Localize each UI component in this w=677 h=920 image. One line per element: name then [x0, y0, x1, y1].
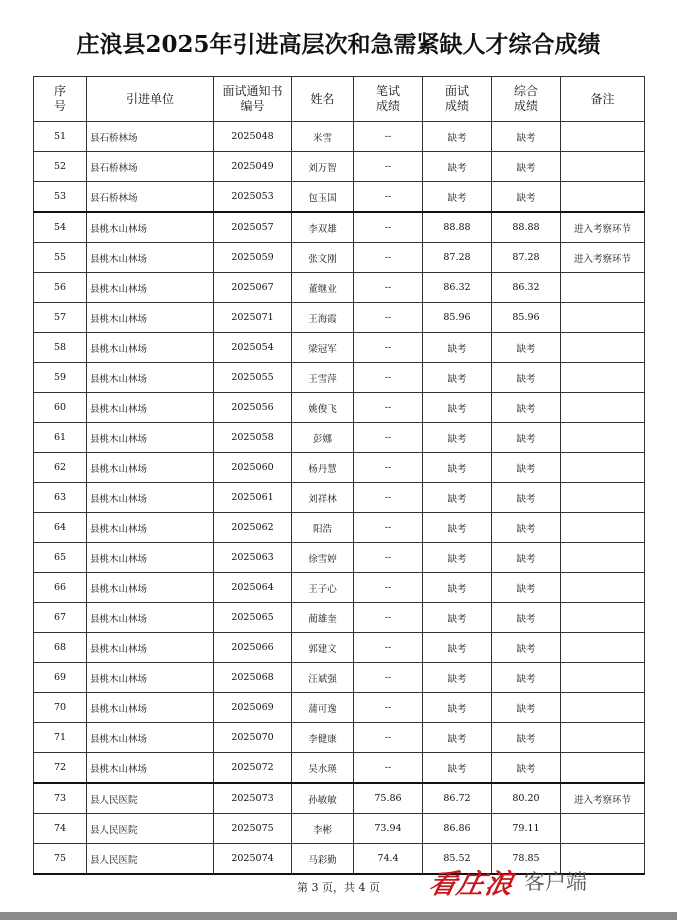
cell-remarks — [561, 393, 645, 423]
cell-notice-number: 2025068 — [214, 663, 292, 693]
cell-notice-number: 2025070 — [214, 723, 292, 753]
cell-hiring-unit: 县人民医院 — [87, 783, 214, 814]
table-row — [34, 243, 645, 273]
cell-written-score: -- — [354, 723, 423, 753]
page-number-footer: 第 3 页，共 4 页 — [297, 881, 380, 894]
cell-interview-score: 缺考 — [423, 663, 492, 693]
cell-hiring-unit: 县桃木山林场 — [87, 693, 214, 723]
cell-total-score: 缺考 — [492, 633, 561, 663]
cell-serial-number: 61 — [34, 423, 87, 453]
cell-notice-number: 2025065 — [214, 603, 292, 633]
cell-hiring-unit: 县桃木山林场 — [87, 483, 214, 513]
cell-written-score: 74.4 — [354, 844, 423, 875]
cell-written-score: -- — [354, 453, 423, 483]
cell-total-score: 缺考 — [492, 152, 561, 182]
cell-interview-score: 85.52 — [423, 844, 492, 875]
cell-total-score: 86.32 — [492, 273, 561, 303]
cell-notice-number: 2025048 — [214, 122, 292, 152]
cell-hiring-unit: 县桃木山林场 — [87, 273, 214, 303]
cell-total-score: 缺考 — [492, 333, 561, 363]
cell-interview-score: 85.96 — [423, 303, 492, 333]
cell-hiring-unit: 县桃木山林场 — [87, 363, 214, 393]
cell-notice-number: 2025064 — [214, 573, 292, 603]
header-name: 姓名 — [292, 77, 354, 122]
cell-remarks — [561, 633, 645, 663]
cell-interview-score: 88.88 — [423, 212, 492, 243]
header-hiring-unit: 引进单位 — [87, 77, 214, 122]
header-written-score: 笔试 成绩 — [354, 77, 423, 122]
cell-written-score: -- — [354, 483, 423, 513]
cell-name: 王海霞 — [292, 303, 354, 333]
cell-serial-number: 64 — [34, 513, 87, 543]
cell-notice-number: 2025057 — [214, 212, 292, 243]
app-watermark — [426, 864, 587, 900]
cell-interview-score: 缺考 — [423, 633, 492, 663]
cell-name: 蒲可逸 — [292, 693, 354, 723]
table-row — [34, 393, 645, 423]
cell-total-score: 缺考 — [492, 543, 561, 573]
cell-hiring-unit: 县人民医院 — [87, 844, 214, 875]
cell-name: 李健康 — [292, 723, 354, 753]
cell-hiring-unit: 县桃木山林场 — [87, 303, 214, 333]
cell-remarks — [561, 303, 645, 333]
cell-name: 米雪 — [292, 122, 354, 152]
cell-interview-score: 缺考 — [423, 603, 492, 633]
table-row — [34, 122, 645, 152]
cell-written-score: -- — [354, 333, 423, 363]
cell-serial-number: 62 — [34, 453, 87, 483]
cell-serial-number: 51 — [34, 122, 87, 152]
cell-name: 包玉国 — [292, 182, 354, 213]
cell-total-score: 缺考 — [492, 513, 561, 543]
cell-remarks — [561, 363, 645, 393]
table-row — [34, 363, 645, 393]
cell-name: 李彬 — [292, 814, 354, 844]
cell-hiring-unit: 县桃木山林场 — [87, 723, 214, 753]
cell-hiring-unit: 县桃木山林场 — [87, 753, 214, 784]
table-body — [34, 122, 645, 875]
cell-total-score: 缺考 — [492, 423, 561, 453]
cell-total-score: 缺考 — [492, 663, 561, 693]
cell-name: 杨丹慧 — [292, 453, 354, 483]
cell-total-score: 80.20 — [492, 783, 561, 814]
table-row — [34, 453, 645, 483]
table-row — [34, 543, 645, 573]
cell-total-score: 缺考 — [492, 483, 561, 513]
header-serial-number: 序 号 — [34, 77, 87, 122]
cell-hiring-unit: 县桃木山林场 — [87, 423, 214, 453]
cell-hiring-unit: 县桃木山林场 — [87, 453, 214, 483]
cell-total-score: 缺考 — [492, 393, 561, 423]
cell-remarks — [561, 693, 645, 723]
cell-remarks — [561, 333, 645, 363]
cell-written-score: -- — [354, 393, 423, 423]
cell-written-score: -- — [354, 573, 423, 603]
cell-notice-number: 2025063 — [214, 543, 292, 573]
cell-hiring-unit: 县桃木山林场 — [87, 573, 214, 603]
cell-serial-number: 75 — [34, 844, 87, 875]
cell-remarks — [561, 723, 645, 753]
table-row — [34, 152, 645, 182]
table-row — [34, 423, 645, 453]
cell-written-score: -- — [354, 663, 423, 693]
cell-hiring-unit: 县石桥林场 — [87, 182, 214, 213]
cell-serial-number: 67 — [34, 603, 87, 633]
cell-interview-score: 86.86 — [423, 814, 492, 844]
cell-name: 李双雄 — [292, 212, 354, 243]
cell-remarks — [561, 423, 645, 453]
cell-hiring-unit: 县桃木山林场 — [87, 513, 214, 543]
cell-serial-number: 73 — [34, 783, 87, 814]
cell-serial-number: 59 — [34, 363, 87, 393]
cell-written-score: -- — [354, 273, 423, 303]
cell-serial-number: 52 — [34, 152, 87, 182]
cell-notice-number: 2025074 — [214, 844, 292, 875]
cell-notice-number: 2025069 — [214, 693, 292, 723]
table-row — [34, 693, 645, 723]
cell-hiring-unit: 县桃木山林场 — [87, 243, 214, 273]
cell-name: 阳浩 — [292, 513, 354, 543]
cell-serial-number: 63 — [34, 483, 87, 513]
table-row — [34, 513, 645, 543]
cell-interview-score: 缺考 — [423, 753, 492, 784]
cell-hiring-unit: 县桃木山林场 — [87, 633, 214, 663]
cell-remarks — [561, 483, 645, 513]
cell-interview-score: 缺考 — [423, 723, 492, 753]
cell-remarks: 进入考察环节 — [561, 243, 645, 273]
results-table — [33, 76, 645, 875]
cell-written-score: -- — [354, 243, 423, 273]
cell-serial-number: 54 — [34, 212, 87, 243]
cell-hiring-unit: 县桃木山林场 — [87, 603, 214, 633]
cell-interview-score: 缺考 — [423, 333, 492, 363]
cell-interview-score: 86.32 — [423, 273, 492, 303]
cell-serial-number: 69 — [34, 663, 87, 693]
cell-notice-number: 2025055 — [214, 363, 292, 393]
cell-interview-score: 87.28 — [423, 243, 492, 273]
cell-total-score: 缺考 — [492, 573, 561, 603]
cell-notice-number: 2025056 — [214, 393, 292, 423]
cell-name: 孙敏敏 — [292, 783, 354, 814]
document-title: 庄浪县2025年引进高层次和急需紧缺人才综合成绩 — [76, 31, 601, 58]
cell-written-score: -- — [354, 122, 423, 152]
header-total-score: 综合 成绩 — [492, 77, 561, 122]
table-row — [34, 333, 645, 363]
cell-serial-number: 68 — [34, 633, 87, 663]
cell-written-score: -- — [354, 753, 423, 784]
cell-name: 汪斌强 — [292, 663, 354, 693]
table-row — [34, 182, 645, 213]
table-row — [34, 483, 645, 513]
cell-notice-number: 2025049 — [214, 152, 292, 182]
cell-notice-number: 2025059 — [214, 243, 292, 273]
table-header-row — [34, 77, 645, 122]
table-row — [34, 633, 645, 663]
cell-name: 吴水瑛 — [292, 753, 354, 784]
header-interview-score: 面试 成绩 — [423, 77, 492, 122]
cell-total-score: 缺考 — [492, 723, 561, 753]
cell-remarks — [561, 152, 645, 182]
cell-notice-number: 2025062 — [214, 513, 292, 543]
bottom-scroll-bar — [0, 912, 677, 920]
cell-remarks — [561, 273, 645, 303]
cell-written-score: -- — [354, 513, 423, 543]
table-row — [34, 603, 645, 633]
cell-total-score: 缺考 — [492, 122, 561, 152]
cell-notice-number: 2025053 — [214, 182, 292, 213]
cell-remarks — [561, 453, 645, 483]
cell-interview-score: 缺考 — [423, 693, 492, 723]
cell-written-score: -- — [354, 152, 423, 182]
cell-interview-score: 86.72 — [423, 783, 492, 814]
cell-total-score: 78.85 — [492, 844, 561, 875]
cell-remarks — [561, 543, 645, 573]
cell-serial-number: 70 — [34, 693, 87, 723]
cell-serial-number: 55 — [34, 243, 87, 273]
cell-notice-number: 2025073 — [214, 783, 292, 814]
table-row — [34, 303, 645, 333]
cell-name: 王子心 — [292, 573, 354, 603]
cell-hiring-unit: 县石桥林场 — [87, 152, 214, 182]
cell-written-score: -- — [354, 303, 423, 333]
cell-written-score: 75.86 — [354, 783, 423, 814]
cell-serial-number: 74 — [34, 814, 87, 844]
cell-interview-score: 缺考 — [423, 182, 492, 213]
cell-total-score: 87.28 — [492, 243, 561, 273]
cell-interview-score: 缺考 — [423, 393, 492, 423]
cell-hiring-unit: 县人民医院 — [87, 814, 214, 844]
cell-name: 徐雪婷 — [292, 543, 354, 573]
header-remarks: 备注 — [561, 77, 645, 122]
cell-notice-number: 2025075 — [214, 814, 292, 844]
cell-remarks — [561, 663, 645, 693]
table-row — [34, 663, 645, 693]
cell-notice-number: 2025067 — [214, 273, 292, 303]
cell-name: 姚俊飞 — [292, 393, 354, 423]
cell-hiring-unit: 县桃木山林场 — [87, 333, 214, 363]
cell-interview-score: 缺考 — [423, 423, 492, 453]
cell-name: 马彩勤 — [292, 844, 354, 875]
cell-total-score: 缺考 — [492, 693, 561, 723]
cell-interview-score: 缺考 — [423, 453, 492, 483]
cell-hiring-unit: 县桃木山林场 — [87, 212, 214, 243]
cell-total-score: 缺考 — [492, 753, 561, 784]
cell-name: 彭娜 — [292, 423, 354, 453]
table-row — [34, 814, 645, 844]
cell-remarks — [561, 513, 645, 543]
cell-interview-score: 缺考 — [423, 122, 492, 152]
cell-written-score: -- — [354, 693, 423, 723]
cell-notice-number: 2025071 — [214, 303, 292, 333]
cell-remarks — [561, 814, 645, 844]
cell-interview-score: 缺考 — [423, 513, 492, 543]
cell-notice-number: 2025072 — [214, 753, 292, 784]
cell-written-score: -- — [354, 423, 423, 453]
cell-written-score: -- — [354, 633, 423, 663]
cell-written-score: -- — [354, 603, 423, 633]
cell-serial-number: 60 — [34, 393, 87, 423]
cell-written-score: -- — [354, 543, 423, 573]
cell-remarks — [561, 603, 645, 633]
cell-written-score: 73.94 — [354, 814, 423, 844]
cell-remarks — [561, 182, 645, 213]
cell-name: 董继业 — [292, 273, 354, 303]
cell-serial-number: 53 — [34, 182, 87, 213]
watermark-label: 客户端 — [524, 870, 587, 894]
cell-hiring-unit: 县桃木山林场 — [87, 393, 214, 423]
table-row — [34, 783, 645, 814]
cell-hiring-unit: 县石桥林场 — [87, 122, 214, 152]
cell-remarks — [561, 753, 645, 784]
cell-name: 王雪萍 — [292, 363, 354, 393]
cell-total-score: 88.88 — [492, 212, 561, 243]
cell-name: 梁冠军 — [292, 333, 354, 363]
cell-total-score: 79.11 — [492, 814, 561, 844]
table-row — [34, 573, 645, 603]
cell-interview-score: 缺考 — [423, 152, 492, 182]
cell-notice-number: 2025061 — [214, 483, 292, 513]
cell-serial-number: 72 — [34, 753, 87, 784]
cell-interview-score: 缺考 — [423, 363, 492, 393]
cell-notice-number: 2025060 — [214, 453, 292, 483]
cell-hiring-unit: 县桃木山林场 — [87, 543, 214, 573]
cell-hiring-unit: 县桃木山林场 — [87, 663, 214, 693]
cell-name: 郭建文 — [292, 633, 354, 663]
cell-remarks — [561, 573, 645, 603]
header-notice-number: 面试通知书 编号 — [214, 77, 292, 122]
cell-notice-number: 2025054 — [214, 333, 292, 363]
cell-written-score: -- — [354, 212, 423, 243]
cell-written-score: -- — [354, 182, 423, 213]
cell-remarks: 进入考察环节 — [561, 212, 645, 243]
cell-total-score: 85.96 — [492, 303, 561, 333]
watermark-logo-icon: 看庄浪 — [426, 868, 517, 900]
table-row — [34, 273, 645, 303]
cell-serial-number: 66 — [34, 573, 87, 603]
cell-name: 张文刚 — [292, 243, 354, 273]
cell-interview-score: 缺考 — [423, 483, 492, 513]
cell-notice-number: 2025066 — [214, 633, 292, 663]
cell-total-score: 缺考 — [492, 603, 561, 633]
table-row — [34, 723, 645, 753]
cell-interview-score: 缺考 — [423, 543, 492, 573]
cell-serial-number: 65 — [34, 543, 87, 573]
cell-written-score: -- — [354, 363, 423, 393]
cell-remarks: 进入考察环节 — [561, 783, 645, 814]
cell-name: 刘万智 — [292, 152, 354, 182]
cell-remarks — [561, 122, 645, 152]
cell-serial-number: 56 — [34, 273, 87, 303]
cell-total-score: 缺考 — [492, 182, 561, 213]
table-row — [34, 212, 645, 243]
table-row — [34, 753, 645, 784]
cell-serial-number: 58 — [34, 333, 87, 363]
cell-name: 刘祥林 — [292, 483, 354, 513]
cell-total-score: 缺考 — [492, 453, 561, 483]
cell-serial-number: 57 — [34, 303, 87, 333]
cell-name: 蔺雄奎 — [292, 603, 354, 633]
cell-serial-number: 71 — [34, 723, 87, 753]
cell-notice-number: 2025058 — [214, 423, 292, 453]
cell-interview-score: 缺考 — [423, 573, 492, 603]
cell-total-score: 缺考 — [492, 363, 561, 393]
